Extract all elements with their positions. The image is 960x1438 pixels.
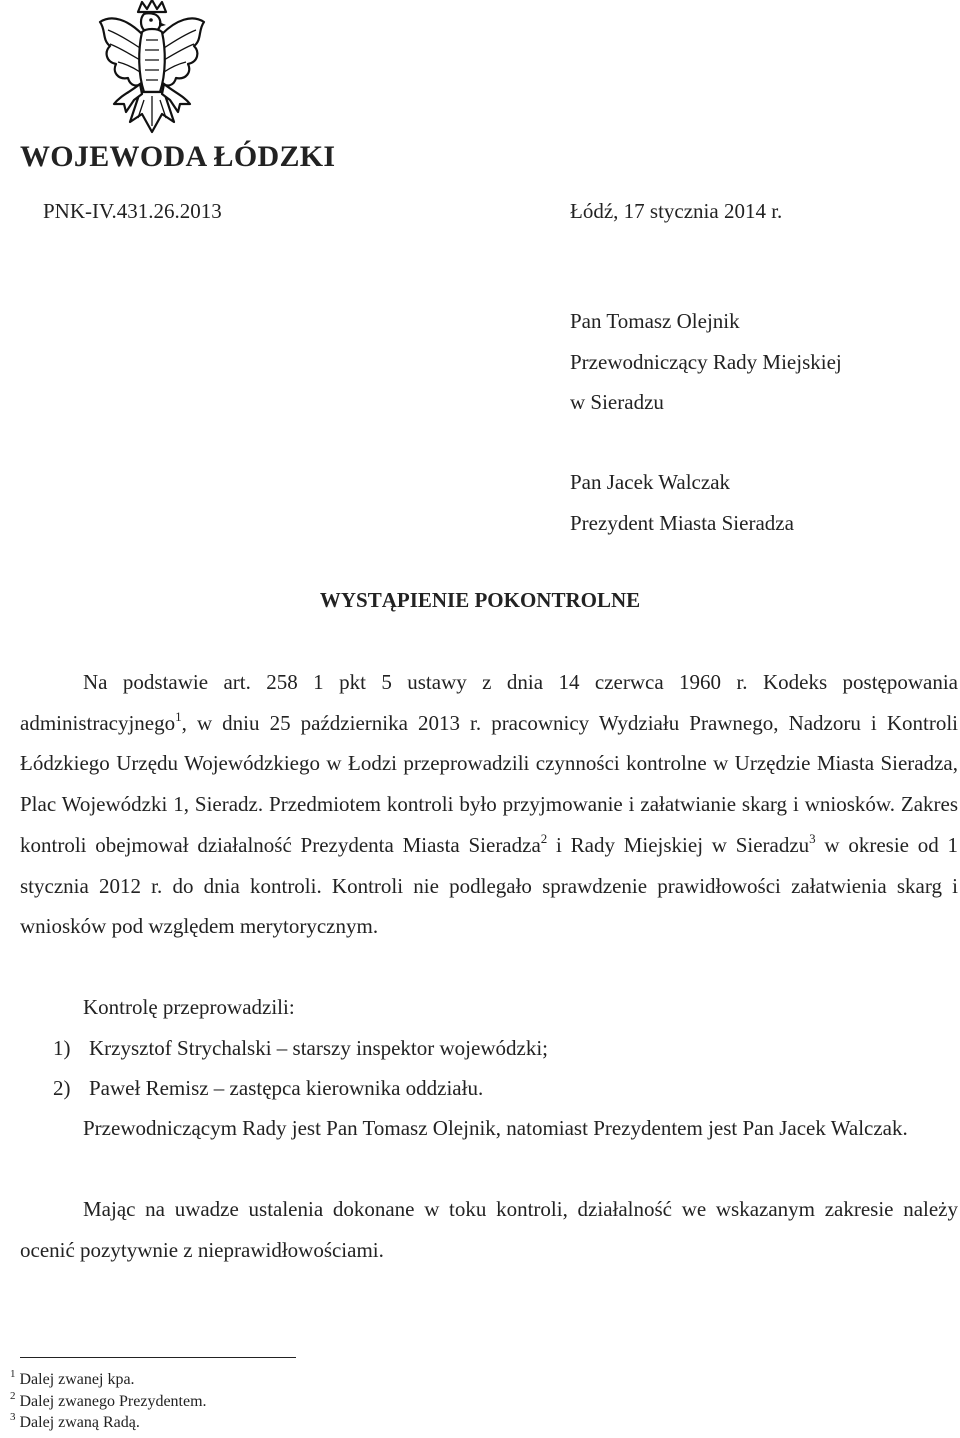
recipient-1-name: Pan Tomasz Olejnik — [570, 309, 740, 333]
footnote — [10, 1411, 140, 1432]
list-text: Paweł Remisz – zastępca kierownika oddziału. — [89, 1076, 484, 1100]
footnote-number: 3 — [10, 1411, 16, 1423]
footnote-number: 1 — [10, 1368, 16, 1380]
footnote-number: 2 — [10, 1390, 16, 1402]
para1-part-b: , w dniu 25 października 2013 r. pracownicy Wydziału Prawnego, Nadzoru i Kontroli Łódzkiego Urzędu Wojewódzkiego w Łodzi przeprowadzili czynności kontrolne w Urzędzie Miasta Sieradza, Plac Wojewódzki 1, Sieradz. Przedmiotem kontroli było przyjmowanie i załatwianie skarg i wniosków. Zakres kontroli obejmował działalność Prezydenta Miasta Sieradza — [20, 710, 958, 857]
inspectors-intro — [20, 987, 958, 1028]
list-item — [53, 1076, 483, 1101]
list-number: 2) — [53, 1076, 71, 1100]
list-text: Krzysztof Strychalski – starszy inspektor wojewódzki; — [89, 1036, 548, 1060]
findings-paragraph — [20, 662, 958, 947]
footnote — [10, 1368, 135, 1389]
place-and-date: Łódź, 17 stycznia 2014 r. — [570, 199, 783, 223]
recipient-1-location: w Sieradzu — [570, 390, 664, 414]
recipient-2-name: Pan Jacek Walczak — [570, 470, 731, 494]
para1-part-c: i Rady Miejskiej w Sieradzu — [547, 832, 810, 857]
recipient-2-position: Prezydent Miasta Sieradza — [570, 511, 794, 535]
footnote-ref-1: 1 — [175, 708, 182, 724]
conclusion-paragraph — [20, 1189, 958, 1270]
footnote-ref-2: 2 — [540, 830, 548, 846]
footnote-ref-3: 3 — [809, 830, 816, 846]
footnote-separator — [20, 1357, 296, 1358]
polish-eagle-emblem — [96, 0, 208, 136]
footnote-text: Dalej zwanego Prezydentem. — [19, 1393, 207, 1410]
conclusion-text: Mając na uwadze ustalenia dokonane w toku kontroli, działalność we wskazanym zakresie należy ocenić pozytywnie z nieprawidłowościami. — [20, 1197, 958, 1262]
footnote-text: Dalej zwaną Radą. — [19, 1414, 140, 1431]
footnote — [10, 1390, 207, 1411]
para1-part-d: w okresie od 1 stycznia 2012 r. do dnia kontroli. Kontroli nie podlegało sprawdzenie prawidłowości załatwienia skarg i wniosków pod względem merytorycznym. — [20, 832, 958, 939]
recipient-1-position: Przewodniczący Rady Miejskiej — [570, 350, 842, 374]
chairman-text: Przewodniczącym Rady jest Pan Tomasz Olejnik, natomiast Prezydentem jest Pan Jacek Walczak. — [83, 1116, 908, 1140]
footnote-text: Dalej zwanej kpa. — [19, 1371, 135, 1388]
document-title: WYSTĄPIENIE POKONTROLNE — [319, 588, 641, 612]
inspectors-intro-text: Kontrolę przeprowadzili: — [83, 995, 295, 1019]
chairman-paragraph — [20, 1108, 958, 1149]
issuing-authority: WOJEWODA ŁÓDZKI — [20, 140, 336, 173]
list-number: 1) — [53, 1036, 71, 1060]
reference-number: PNK-IV.431.26.2013 — [43, 199, 222, 223]
para1-part-a: Na podstawie art. 258 1 pkt 5 ustawy z dnia 14 czerwca 1960 r. Kodeks postępowania administracyjnego — [20, 670, 958, 735]
list-item — [53, 1036, 548, 1061]
